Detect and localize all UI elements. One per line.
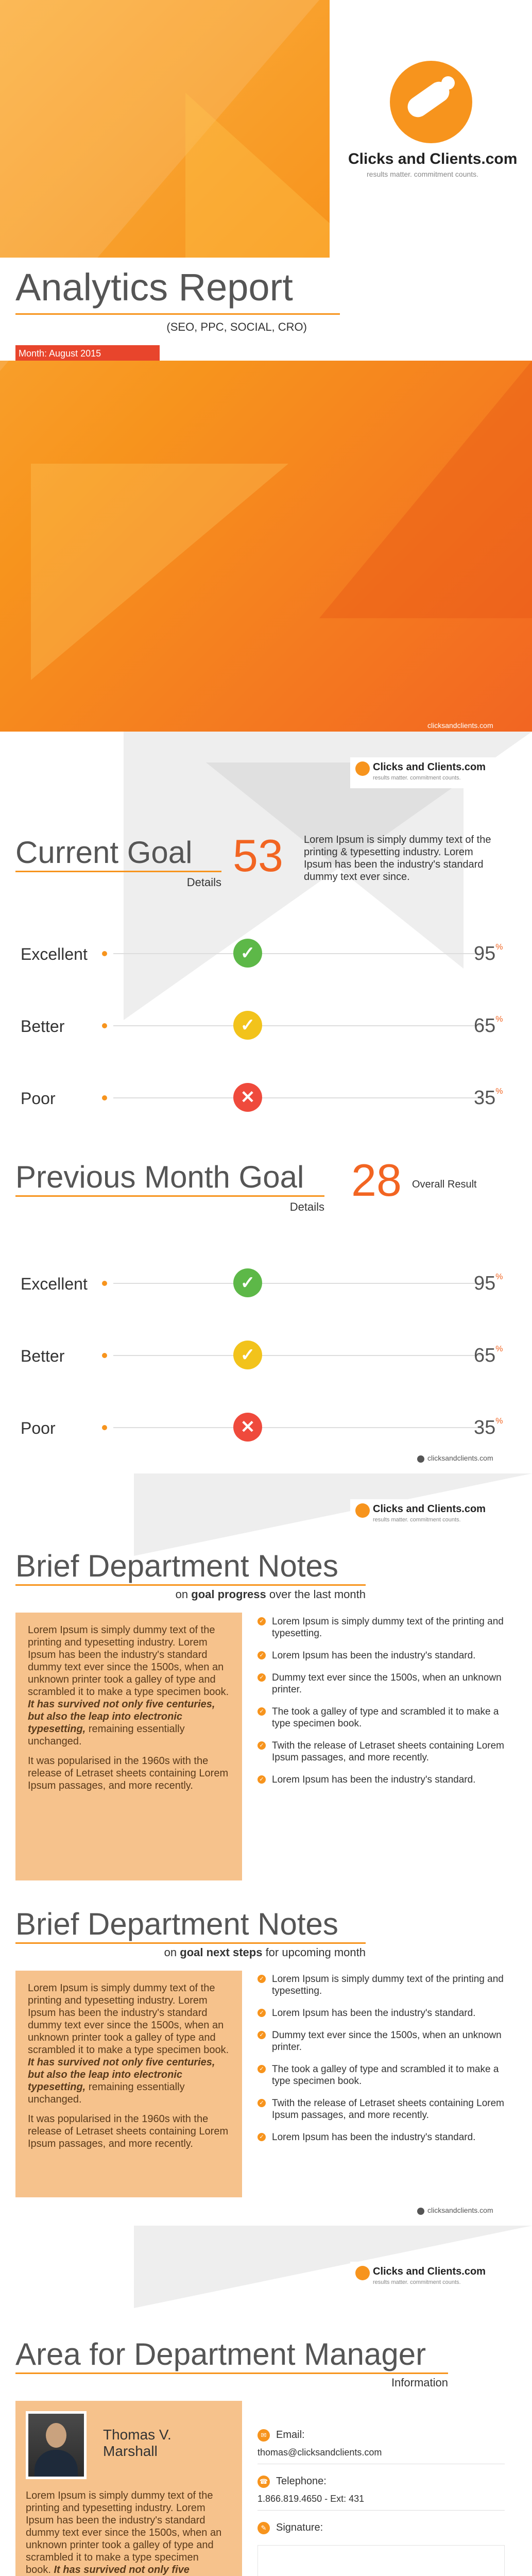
rating-dot	[102, 1095, 107, 1100]
rating-dot	[102, 951, 107, 956]
rating-dot	[102, 1353, 107, 1358]
phone-value: 1.866.819.4650 - Ext: 431	[258, 2494, 365, 2504]
check-icon: ✓	[233, 1341, 262, 1369]
x-icon: ✕	[233, 1413, 262, 1442]
rating-row-poor	[21, 1412, 510, 1443]
rating-value: 95%	[474, 943, 503, 964]
person-bio: Lorem Ipsum is simply dummy text of the printing and typesetting industry. Lorem Ipsum has been the industry's standard dummy text ever since the 1500s, when an unknown printer took a galley of type and scrambled it to make a type specimen book. It has survived not only five	[26, 2490, 222, 2575]
notes-next-underline	[15, 1942, 366, 1944]
check-icon: ✓	[258, 1975, 266, 1983]
notes-page	[0, 1473, 532, 2226]
check-icon: ✓	[258, 2099, 266, 2107]
footer-url: clicksandclients.com	[427, 2206, 493, 2214]
footer-globe-icon	[417, 1455, 424, 1463]
brand-name: Clicks and Clients.com	[348, 150, 518, 167]
check-icon: ✓	[258, 1741, 266, 1750]
notes-next-box	[15, 1971, 242, 2197]
check-icon: ✓	[258, 1775, 266, 1784]
check-icon: ✓	[258, 2065, 266, 2073]
rating-row-poor	[21, 1082, 510, 1113]
pen-icon: ✎	[258, 2522, 270, 2534]
person-name: Thomas V. Marshall	[103, 2427, 171, 2459]
brand-logo-icon	[355, 1503, 370, 1518]
rating-dot	[102, 1023, 107, 1028]
cover-page	[0, 0, 532, 737]
brand-logo-icon	[390, 61, 472, 143]
rating-line	[113, 1025, 484, 1026]
dept-manager-underline	[15, 2372, 448, 2374]
x-icon: ✕	[233, 1083, 262, 1112]
current-goal-underline	[15, 871, 221, 872]
check-icon: ✓	[233, 1011, 262, 1040]
phone-icon: ☎	[258, 2476, 270, 2488]
list-item: ✓ Lorem Ipsum has been the industry's standard.	[258, 2007, 510, 2019]
previous-goal-number: 28	[351, 1155, 402, 1206]
check-icon: ✓	[258, 2009, 266, 2017]
rating-value: 95%	[474, 1273, 503, 1294]
footer-globe-icon	[417, 2208, 424, 2215]
footer-url: clicksandclients.com	[427, 721, 493, 730]
phone-label: Telephone:	[276, 2476, 327, 2487]
notes-next-list	[258, 1973, 510, 2154]
footer-url: clicksandclients.com	[427, 1454, 493, 1462]
list-item: ✓ The took a galley of type and scrambled it to make a type specimen book.	[258, 2063, 510, 2087]
brand-name: Clicks and Clients.com	[373, 761, 486, 773]
dept-manager-title: Area for Department Manager	[15, 2337, 426, 2371]
current-goal-number: 53	[233, 830, 283, 881]
current-goal-title: Current Goal	[15, 835, 193, 870]
notes-paragraph: It was popularised in the 1960s with the release of Letraset sheets containing Lorem Ipsum passages, and more recently.	[28, 1755, 229, 1791]
brand-tagline: results matter. commitment counts.	[367, 170, 479, 178]
rating-label: Better	[21, 1017, 65, 1036]
check-icon: ✓	[258, 1617, 266, 1625]
check-icon: ✓	[258, 1673, 266, 1682]
list-item: ✓ Dummy text ever since the 1500s, when an unknown printer.	[258, 2029, 510, 2053]
decor-triangle	[319, 361, 532, 618]
list-item: ✓ Lorem Ipsum has been the industry's standard.	[258, 2131, 510, 2143]
list-item: ✓ Lorem Ipsum has been the industry's standard.	[258, 1774, 510, 1786]
rating-dot	[102, 1425, 107, 1430]
email-value[interactable]: thomas@clicksandclients.com	[258, 2447, 382, 2458]
rating-label: Poor	[21, 1089, 56, 1108]
check-icon: ✓	[258, 1651, 266, 1659]
avatar	[26, 2411, 87, 2479]
dept-manager-subtitle: Information	[391, 2376, 448, 2389]
dept-manager-card	[15, 2401, 242, 2576]
notes-paragraph: Lorem Ipsum is simply dummy text of the printing and typesetting industry. Lorem Ipsum has been the industry's standard dummy text ever since the 1500s, when an unknown printer took a galley of type and scrambled it to make a type specimen book. It has survived not only five centuries, but also the leap into electronic typesetting, remaining essentially unchanged.	[28, 1624, 229, 1747]
signature-field[interactable]	[258, 2545, 505, 2576]
managers-page	[0, 2226, 532, 2576]
notes-next-title: Brief Department Notes	[15, 1907, 338, 1941]
notes-progress-subtitle: on goal progress over the last month	[175, 1588, 366, 1601]
check-icon: ✓	[258, 1707, 266, 1716]
list-item: ✓ Lorem Ipsum is simply dummy text of the printing and typesetting.	[258, 1973, 510, 1997]
brand-logo-icon	[355, 761, 370, 776]
notes-progress-box	[15, 1613, 242, 1880]
rating-label: Excellent	[21, 1275, 88, 1293]
notes-progress-underline	[15, 1584, 366, 1586]
list-item: ✓ The took a galley of type and scrambled it to make a type specimen book.	[258, 1706, 510, 1730]
rating-line	[113, 953, 484, 954]
rating-line	[113, 1097, 484, 1098]
list-item: ✓ Dummy text ever since the 1500s, when an unknown printer.	[258, 1672, 510, 1696]
list-item: ✓ Twith the release of Letraset sheets containing Lorem Ipsum passages, and more recently.	[258, 1740, 510, 1764]
brand-name: Clicks and Clients.com	[373, 2266, 486, 2277]
rating-value: 35%	[474, 1087, 503, 1109]
list-item: ✓ Lorem Ipsum is simply dummy text of the printing and typesetting.	[258, 1616, 510, 1639]
rating-value: 65%	[474, 1345, 503, 1366]
notes-paragraph: It was popularised in the 1960s with the release of Letraset sheets containing Lorem Ipsum passages, and more recently.	[28, 2113, 229, 2149]
title-underline	[15, 313, 340, 315]
report-month-badge	[15, 345, 160, 361]
rating-value: 35%	[474, 1417, 503, 1438]
notes-progress-list	[258, 1616, 510, 1796]
brand-tagline: results matter. commitment counts.	[373, 1517, 461, 1523]
previous-goal-subtitle: Details	[289, 1200, 324, 1213]
rating-label: Excellent	[21, 945, 88, 963]
decor-triangle	[31, 464, 288, 680]
list-item: ✓ Lorem Ipsum has been the industry's standard.	[258, 1650, 510, 1662]
brand-tagline: results matter. commitment counts.	[373, 2279, 461, 2285]
rating-row-better	[21, 1010, 510, 1041]
brand-tagline: results matter. commitment counts.	[373, 775, 461, 781]
email-label: Email:	[276, 2429, 305, 2441]
rating-row-excellent	[21, 1267, 510, 1298]
divider	[258, 2510, 505, 2511]
notes-next-subtitle: on goal next steps for upcoming month	[164, 1946, 366, 1959]
report-title: Analytics Report	[15, 266, 293, 309]
rating-line	[113, 1355, 484, 1356]
current-goal-subtitle: Details	[186, 876, 221, 889]
rating-row-better	[21, 1340, 510, 1370]
goals-page	[0, 732, 532, 1473]
rating-label: Poor	[21, 1419, 56, 1437]
rating-dot	[102, 1281, 107, 1286]
check-icon: ✓	[258, 2031, 266, 2039]
check-icon: ✓	[233, 1268, 262, 1297]
rating-label: Better	[21, 1347, 65, 1365]
check-icon: ✓	[258, 2133, 266, 2141]
email-icon: ✉	[258, 2429, 270, 2442]
notes-progress-title: Brief Department Notes	[15, 1549, 338, 1583]
previous-goal-overall: Overall Result	[412, 1179, 477, 1190]
report-month: Month: August 2015	[19, 348, 101, 359]
rating-value: 65%	[474, 1015, 503, 1037]
rating-line	[113, 1427, 484, 1428]
list-item: ✓ Twith the release of Letraset sheets containing Lorem Ipsum passages, and more recently.	[258, 2097, 510, 2121]
signature-label: Signature:	[276, 2522, 323, 2533]
previous-goal-title: Previous Month Goal	[15, 1160, 304, 1194]
check-icon: ✓	[233, 939, 262, 968]
notes-paragraph: Lorem Ipsum is simply dummy text of the printing and typesetting industry. Lorem Ipsum has been the industry's standard dummy text ever since the 1500s, when an unknown printer took a galley of type and scrambled it to make a type specimen book. It has survived not only five centuries, but also the leap into electronic typesetting, remaining essentially unchanged.	[28, 1982, 229, 2105]
brand-logo-icon	[355, 2266, 370, 2280]
rating-line	[113, 1283, 484, 1284]
previous-goal-underline	[15, 1195, 324, 1197]
rating-row-excellent	[21, 938, 510, 969]
current-goal-description: Lorem Ipsum is simply dummy text of the printing & typesetting industry. Lorem Ipsum has been the industry's standard dummy text ever since.	[304, 834, 491, 883]
brand-name: Clicks and Clients.com	[373, 1503, 486, 1515]
report-subtitle: (SEO, PPC, SOCIAL, CRO)	[166, 320, 307, 333]
